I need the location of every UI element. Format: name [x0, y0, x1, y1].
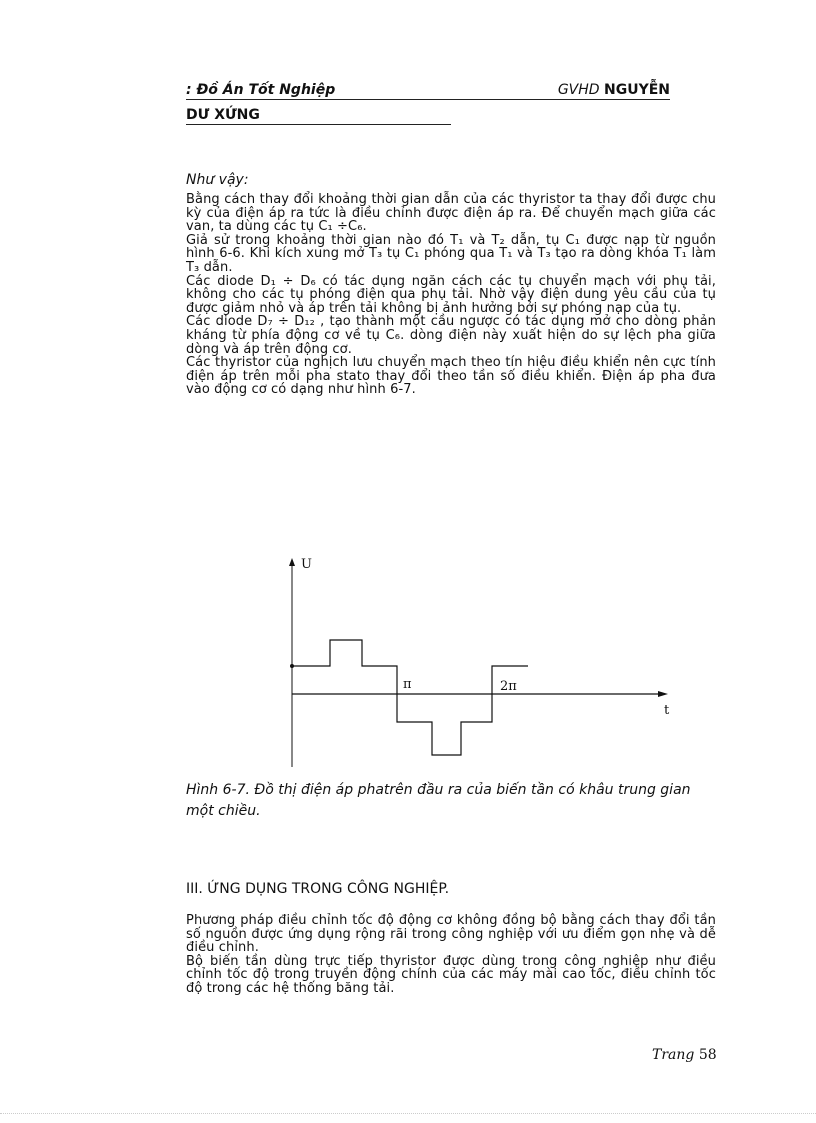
header-title: : Đồ Án Tốt Nghiệp: [186, 82, 362, 100]
figure-caption: Hình 6-7. Đồ thị điện áp phatrên đầu ra của biến tần có khâu trung gian một chiều.: [186, 782, 691, 819]
header-supervisor: [362, 82, 670, 100]
y-axis-label: U: [301, 557, 312, 572]
paragraph: Các diode D₁ ÷ D₆ có tác dụng ngăn cách các tụ chuyển mạch với phụ tải, không cho các tụ phóng điện qua phụ tải. Nhờ vậy điện dung yêu cầu của tụ được giảm nhỏ và áp trên tải không bị ảnh hưởng bởi sự phóng nạp của tụ.: [186, 273, 716, 316]
page-footer: [652, 1047, 717, 1063]
pi-label: π: [403, 677, 412, 692]
x-axis-label: t: [664, 703, 670, 718]
page-bottom-border: [0, 1113, 816, 1114]
paragraph: Các thyristor của nghịch lưu chuyển mạch theo tín hiệu điều khiển nên cực tính điện áp trên mỗi pha stato thay đổi theo tần số điều khiển. Điện áp pha đưa vào động cơ có dạng như hình 6-7.: [186, 355, 716, 398]
intro-text: Như vậy:: [186, 172, 249, 188]
footer-page-label: Trang: [652, 1047, 695, 1063]
y-axis-arrow: [289, 558, 295, 566]
footer-page-number: 58: [698, 1047, 717, 1063]
header-supervisor-first: NGUYỄN: [604, 82, 670, 98]
header-gvhd-label: GVHD: [557, 82, 600, 98]
paragraph: Giả sử trong khoảng thời gian nào đó T₁ và T₂ dẫn, tụ C₁ được nạp từ nguồn hình 6-6. Khi kích xung mở T₃ tụ C₁ phóng qua T₁ và T₃ tạo ra dòng khóa T₁ làm T₃ dẫn.: [186, 232, 716, 275]
voltage-waveform: [292, 640, 528, 755]
two-pi-label: 2π: [500, 679, 517, 694]
x-axis-arrow: [658, 691, 668, 697]
body-section-1: [186, 193, 716, 397]
paragraph: Phương pháp điều chỉnh tốc độ động cơ không đồng bộ bằng cách thay đổi tần số nguồn được ứng dụng rộng rãi trong công nghiệp với ưu điểm gọn nhẹ và dễ điều chỉnh.: [186, 913, 716, 956]
paragraph: Các diode D₇ ÷ D₁₂ , tạo thành một cầu ngược có tác dụng mở cho dòng phản kháng từ phía động cơ về tụ C₆. dòng điện này xuất hiện do sự lệch pha giữa dòng và áp trên động cơ.: [186, 314, 716, 357]
paragraph: Bộ biến tần dùng trực tiếp thyristor được dùng trong công nghiệp như điều chỉnh tốc độ trong truyền động chính của các máy mài cao tốc, điều chỉnh tốc độ trong các hệ thống băng tải.: [186, 953, 716, 996]
waveform-start-point: [290, 664, 294, 668]
voltage-waveform-figure: [270, 552, 680, 767]
header-supervisor-last: DƯ XỨNG: [186, 107, 451, 125]
section-heading: III. ỨNG DỤNG TRONG CÔNG NGHIỆP.: [186, 881, 450, 897]
body-section-2: [186, 914, 716, 996]
paragraph: Bằng cách thay đổi khoảng thời gian dẫn của các thyristor ta thay đổi được chu kỳ của điện áp ra tức là điều chỉnh được điện áp ra. Để chuyển mạch giữa các van, ta dùng các tụ C₁ ÷C₆.: [186, 192, 716, 235]
